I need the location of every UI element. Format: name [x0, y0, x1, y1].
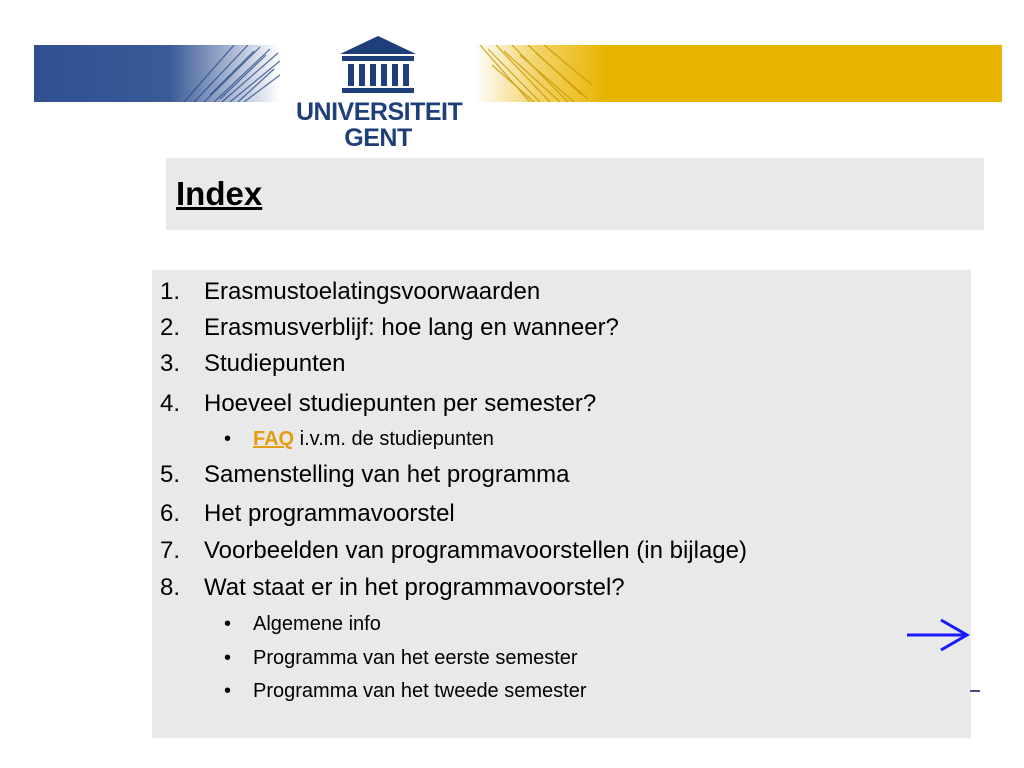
faq-text: i.v.m. de studiepunten	[294, 428, 494, 450]
index-item-5	[160, 461, 570, 489]
faq-bullet	[224, 427, 494, 451]
logo-line-universiteit: UNIVERSITEIT	[296, 98, 463, 126]
index-item-4	[160, 390, 596, 418]
header-band-blue	[34, 45, 280, 102]
temple-icon	[296, 34, 460, 98]
index-item-2	[160, 314, 619, 342]
slide-title: Index	[176, 175, 263, 212]
item-number: 3.	[160, 350, 181, 377]
item-number: 1.	[160, 278, 181, 305]
item-number: 5.	[160, 461, 181, 488]
logo-line-gent: GENT	[344, 124, 412, 152]
index-item-3	[160, 350, 345, 378]
item-text: Erasmusverblijf: hoe lang en wanneer?	[204, 314, 619, 341]
index-item-6	[160, 500, 455, 528]
sub-item-text: Programma van het eerste semester	[253, 647, 578, 669]
bullet: •	[224, 647, 232, 669]
index-item-7	[160, 537, 747, 565]
sub-item-tweede-semester	[224, 679, 587, 703]
small-dash-mark	[970, 690, 980, 692]
bullet: •	[224, 680, 232, 702]
sub-item-eerste-semester	[224, 646, 578, 670]
item-text: Voorbeelden van programmavoorstellen (in bijlage)	[204, 537, 747, 564]
sub-item-algemene-info	[224, 612, 381, 636]
universiteit-gent-logo	[296, 34, 463, 152]
item-text: Wat staat er in het programmavoorstel?	[204, 574, 625, 601]
next-slide-button[interactable]	[905, 617, 971, 653]
sub-item-text: Algemene info	[253, 613, 381, 635]
index-item-8	[160, 574, 625, 602]
item-text: Hoeveel studiepunten per semester?	[204, 390, 597, 417]
item-number: 2.	[160, 314, 181, 341]
header-band-gold	[474, 45, 1002, 102]
title-box	[166, 158, 984, 230]
index-item-1	[160, 278, 540, 306]
item-number: 8.	[160, 574, 181, 601]
bullet: •	[224, 428, 232, 450]
bullet: •	[224, 613, 232, 635]
item-text: Studiepunten	[204, 350, 346, 377]
item-number: 7.	[160, 537, 181, 564]
right-arrow-icon	[905, 617, 971, 653]
sub-item-text: Programma van het tweede semester	[253, 680, 587, 702]
item-text: Samenstelling van het programma	[204, 461, 570, 488]
item-text: Erasmustoelatingsvoorwaarden	[204, 278, 541, 305]
item-number: 4.	[160, 390, 181, 417]
faq-link[interactable]: FAQ	[253, 428, 295, 450]
item-number: 6.	[160, 500, 181, 527]
item-text: Het programmavoorstel	[204, 500, 455, 527]
